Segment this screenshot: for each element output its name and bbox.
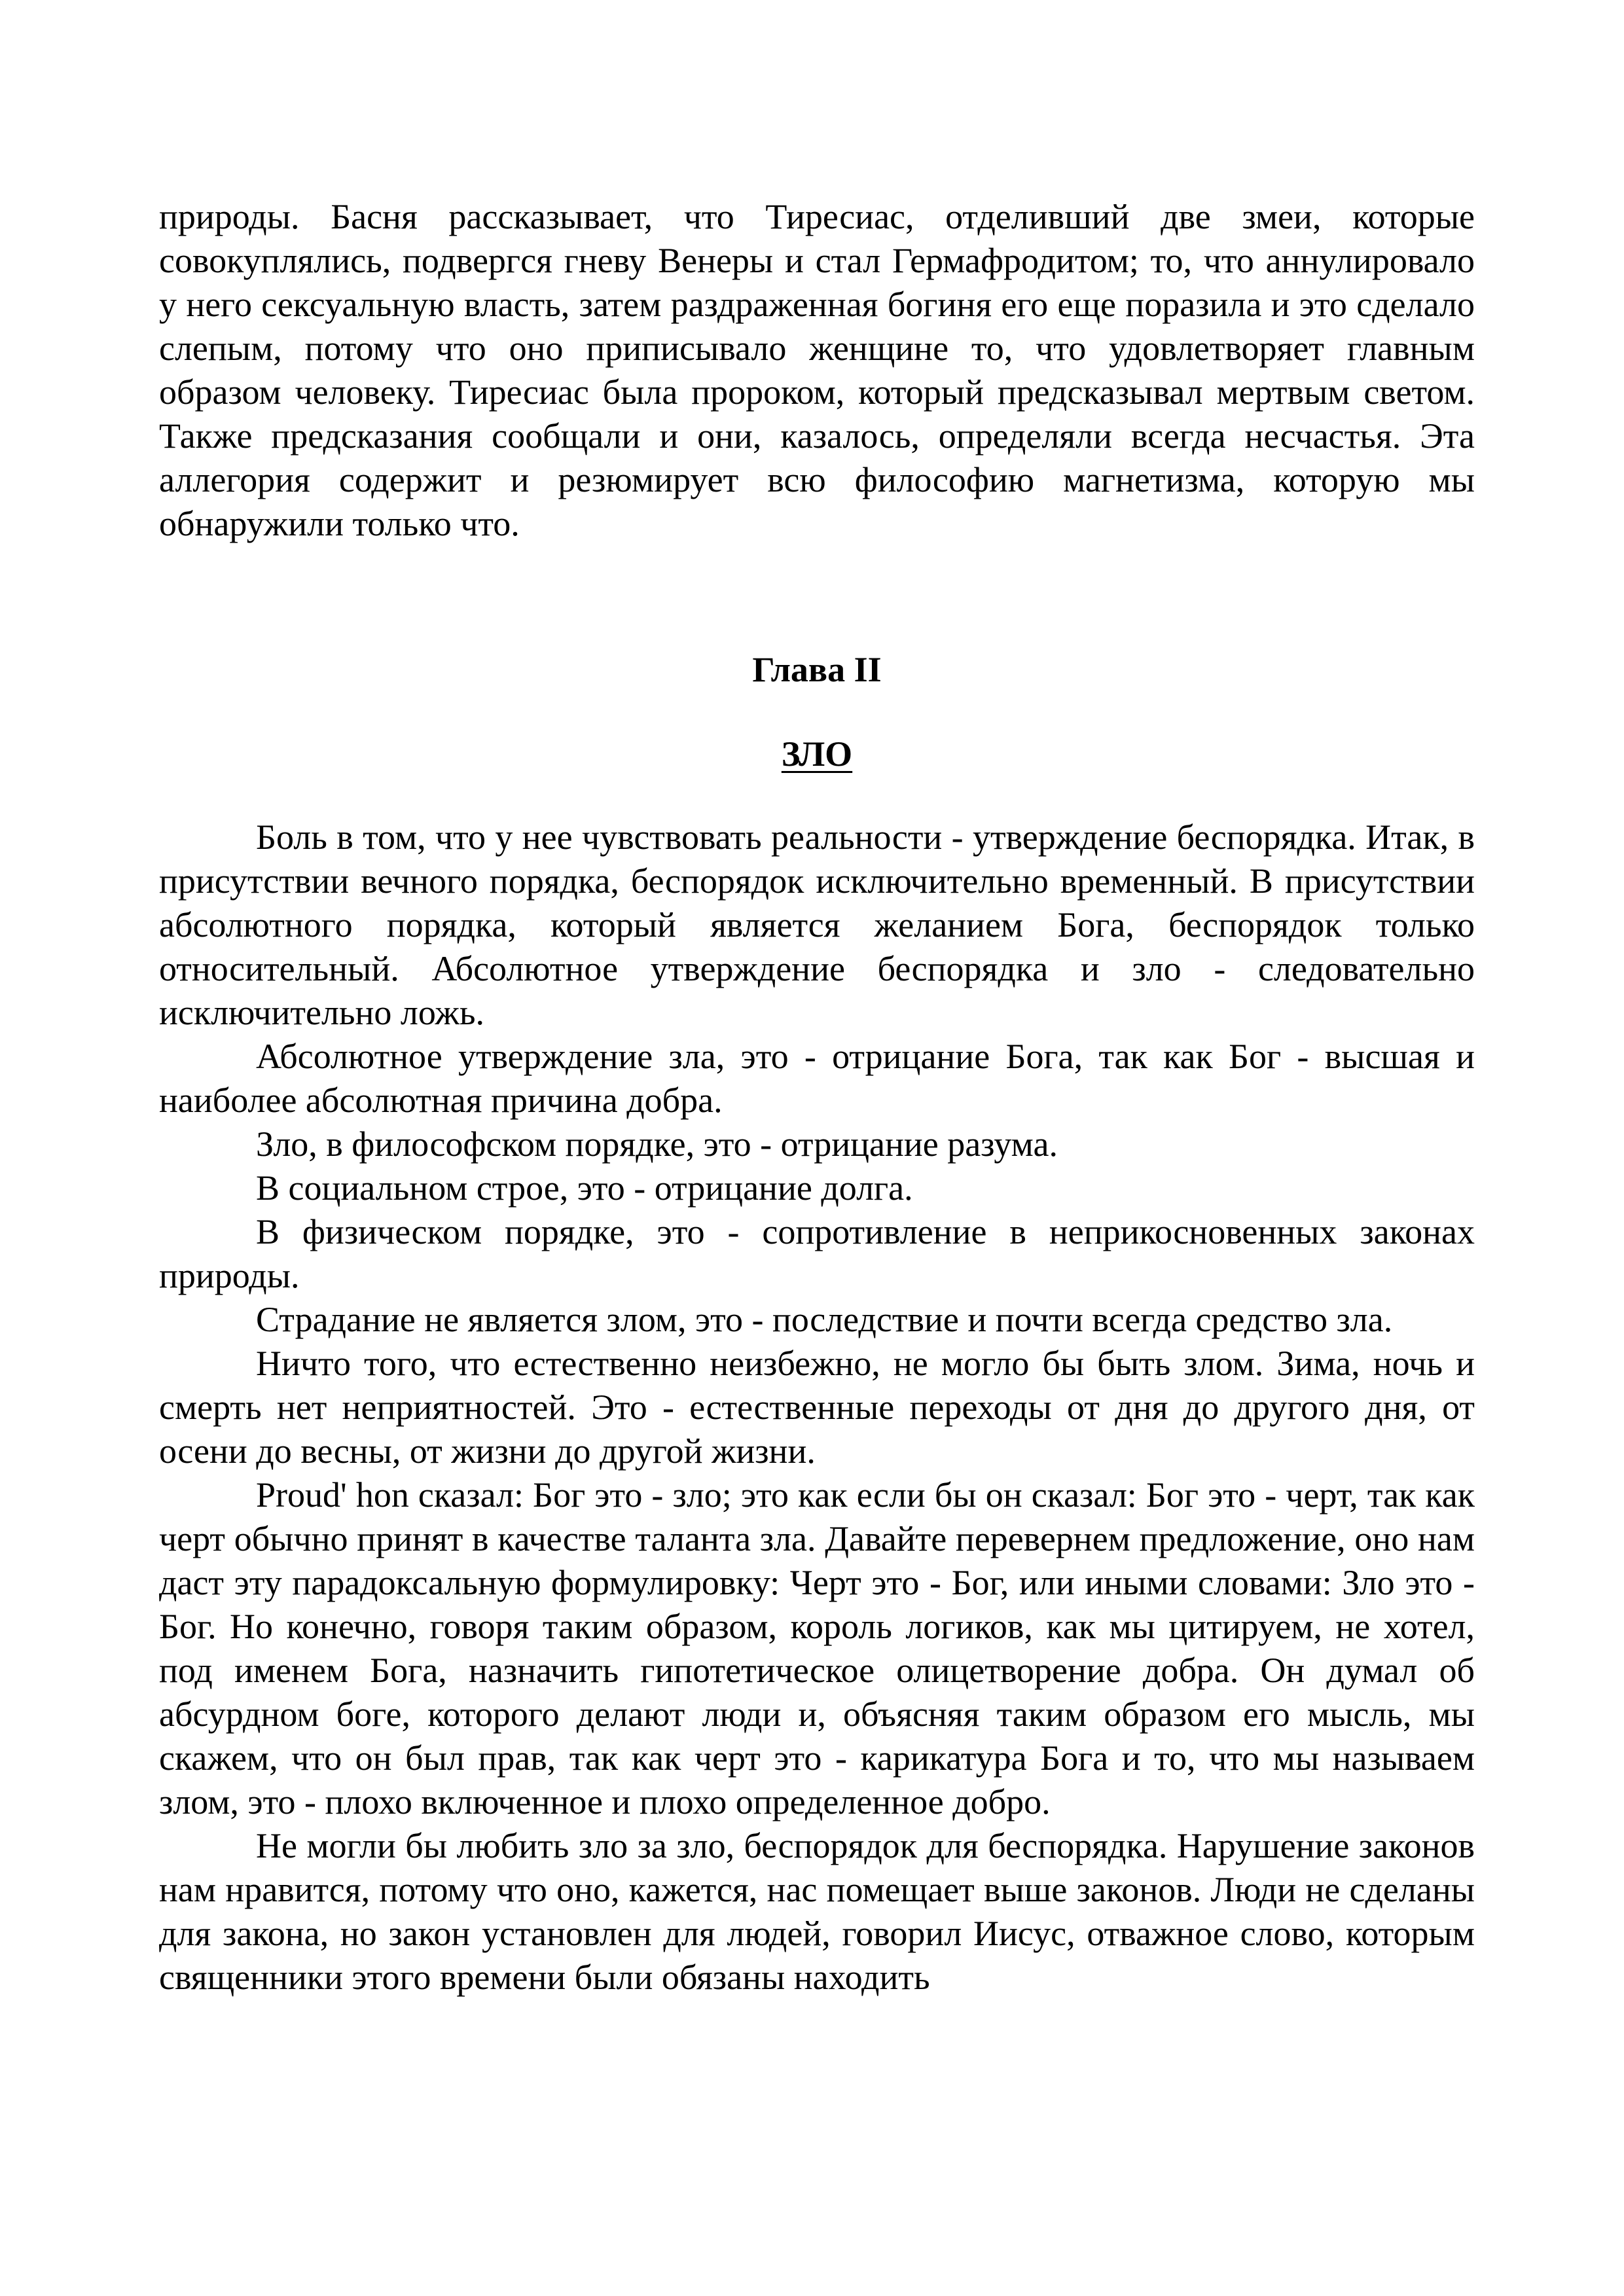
chapter-title-text: ЗЛО: [781, 734, 853, 774]
paragraph: Не могли бы любить зло за зло, беспорядок для беспорядка. Нарушение законов нам нравится, потому что оно, кажется, нас помещает выше законов. Люди не сделаны для закона, но закон установлен для людей, говорил Иисус, отважное слово, которым священники этого времени были обязаны находить: [159, 1826, 1475, 1997]
paragraph: Ничто того, что естественно неизбежно, не могло бы быть злом. Зима, ночь и смерть нет неприятностей. Это - естественные переходы от дня до другого дня, от осени до весны, от жизни до другой жизни.: [159, 1344, 1475, 1471]
paragraph: Боль в том, что у нее чувствовать реальности - утверждение беспорядка. Итак, в присутствии вечного порядка, беспорядок исключительно временный. В присутствии абсолютного порядка, который является желанием Бога, беспорядок только относительный. Абсолютное утверждение беспорядка и зло - следовательно исключительно ложь.: [159, 817, 1475, 1032]
chapter-title: [159, 732, 1475, 776]
text-block: [159, 195, 1475, 2000]
paragraph: Proud' hon сказал: Бог это - зло; это как если бы он сказал: Бог это - черт, так как черт обычно принят в качестве таланта зла. Давайте перевернем предложение, оно нам даст эту парадоксальную формулировку: Черт это - Бог, или иными словами: Зло это - Бог. Но конечно, говоря таким образом, король логиков, как мы цитируем, не хотел, под именем Бога, назначить гипотетическое олицетворение добра. Он думал об абсурдном боге, которого делают люди и, объясняя таким образом его мысль, мы скажем, что он был прав, так как черт это - карикатура Бога и то, что мы называем злом, это - плохо включенное и плохо определенное добро.: [159, 1475, 1475, 1821]
chapter-body: [159, 816, 1475, 2000]
paragraph: Страдание не является злом, это - последствие и почти всегда средство зла.: [256, 1300, 1393, 1339]
paragraph: В физическом порядке, это - сопротивление в неприкосновенных законах природы.: [159, 1212, 1475, 1295]
chapter-heading: Глава II: [752, 650, 882, 689]
paragraph: Абсолютное утверждение зла, это - отрицание Бога, так как Бог - высшая и наиболее абсолютная причина добра.: [159, 1037, 1475, 1120]
paragraph: В социальном строе, это - отрицание долга.: [256, 1168, 913, 1208]
paragraph: Зло, в философском порядке, это - отрицание разума.: [256, 1124, 1058, 1164]
opening-paragraph: природы. Басня рассказывает, что Тиресиас, отделивший две змеи, которые совокуплялись, подвергся гневу Венеры и стал Гермафродитом; то, что аннулировало у него сексуальную власть, затем раздраженная богиня его еще поразила и это сделало слепым, потому что оно приписывало женщине то, что удовлетворяет главным образом человеку. Тиресиас была пророком, который предсказывал мертвым светом. Также предсказания сообщали и они, казалось, определяли всегда несчастья. Эта аллегория содержит и резюмирует всю философию магнетизма, которую мы обнаружили только что.: [159, 197, 1475, 543]
